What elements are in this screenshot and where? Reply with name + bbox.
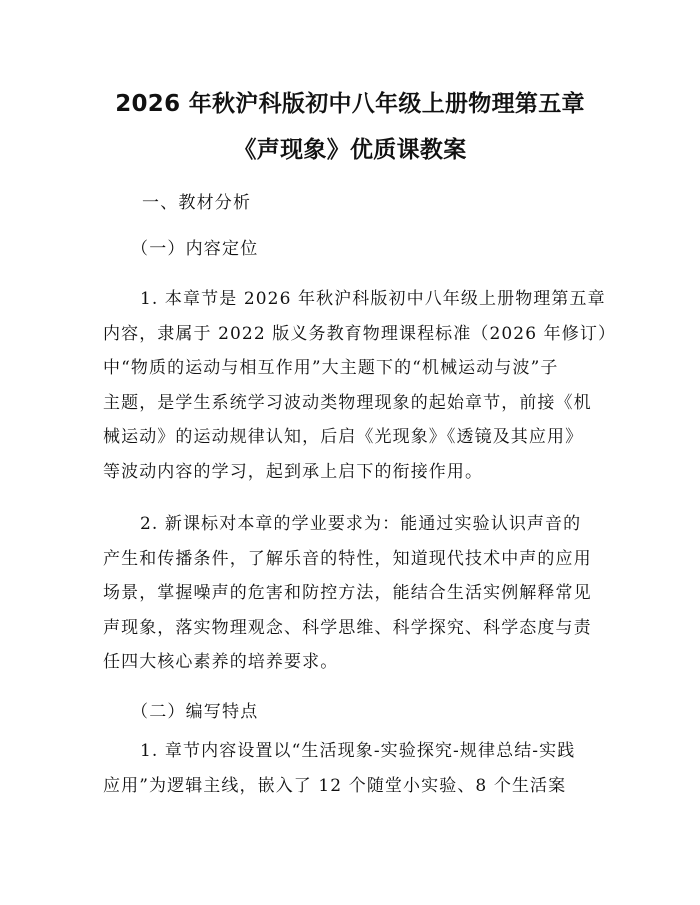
paragraph-line: 2. 新课标对本章的学业要求为：能通过实验认识声音的 [140, 514, 582, 534]
paragraph-writing-features-1 [103, 734, 603, 803]
subsection-heading-writing-features: （二）编写特点 [131, 702, 259, 722]
paragraph-line: 任四大核心素养的培养要求。 [103, 652, 339, 672]
paragraph-line: 1. 本章节是 2026 年秋沪科版初中八年级上册物理第五章 [140, 289, 606, 309]
paragraph-line: 场景，掌握噪声的危害和防控方法，能结合生活实例解释常见 [103, 583, 592, 603]
paragraph-line: 产生和传播条件，了解乐音的特性，知道现代技术中声的应用 [103, 548, 592, 569]
paragraph-line: 主题，是学生系统学习波动类物理现象的起始章节，前接《机 [103, 392, 592, 413]
paragraph-line: 中“物质的运动与相互作用”大主题下的“机械运动与波”子 [103, 358, 559, 378]
document-title-line-2: 《声现象》优质课教案 [233, 137, 467, 163]
paragraph-content-positioning-1 [103, 282, 617, 489]
paragraph-line: 等波动内容的学习，起到承上启下的衔接作用。 [103, 461, 484, 482]
paragraph-line: 1. 章节内容设置以“生活现象-实验探究-规律总结-实践 [140, 741, 576, 761]
document-title-line-1: 2026 年秋沪科版初中八年级上册物理第五章 [115, 91, 585, 117]
subsection-heading-content-positioning: （一）内容定位 [131, 239, 259, 259]
paragraph-content-positioning-2 [103, 507, 603, 680]
section-heading-textbook-analysis: 一、教材分析 [142, 193, 252, 213]
paragraph-line: 声现象，落实物理观念、科学思维、科学探究、科学态度与责 [103, 617, 592, 638]
paragraph-line: 应用”为逻辑主线，嵌入了 12 个随堂小实验、8 个生活案 [103, 775, 567, 796]
paragraph-line: 械运动》的运动规律认知，后启《光现象》《透镜及其应用》 [103, 427, 584, 447]
paragraph-line: 内容，隶属于 2022 版义务教育物理课程标准（2026 年修订） [103, 323, 617, 344]
